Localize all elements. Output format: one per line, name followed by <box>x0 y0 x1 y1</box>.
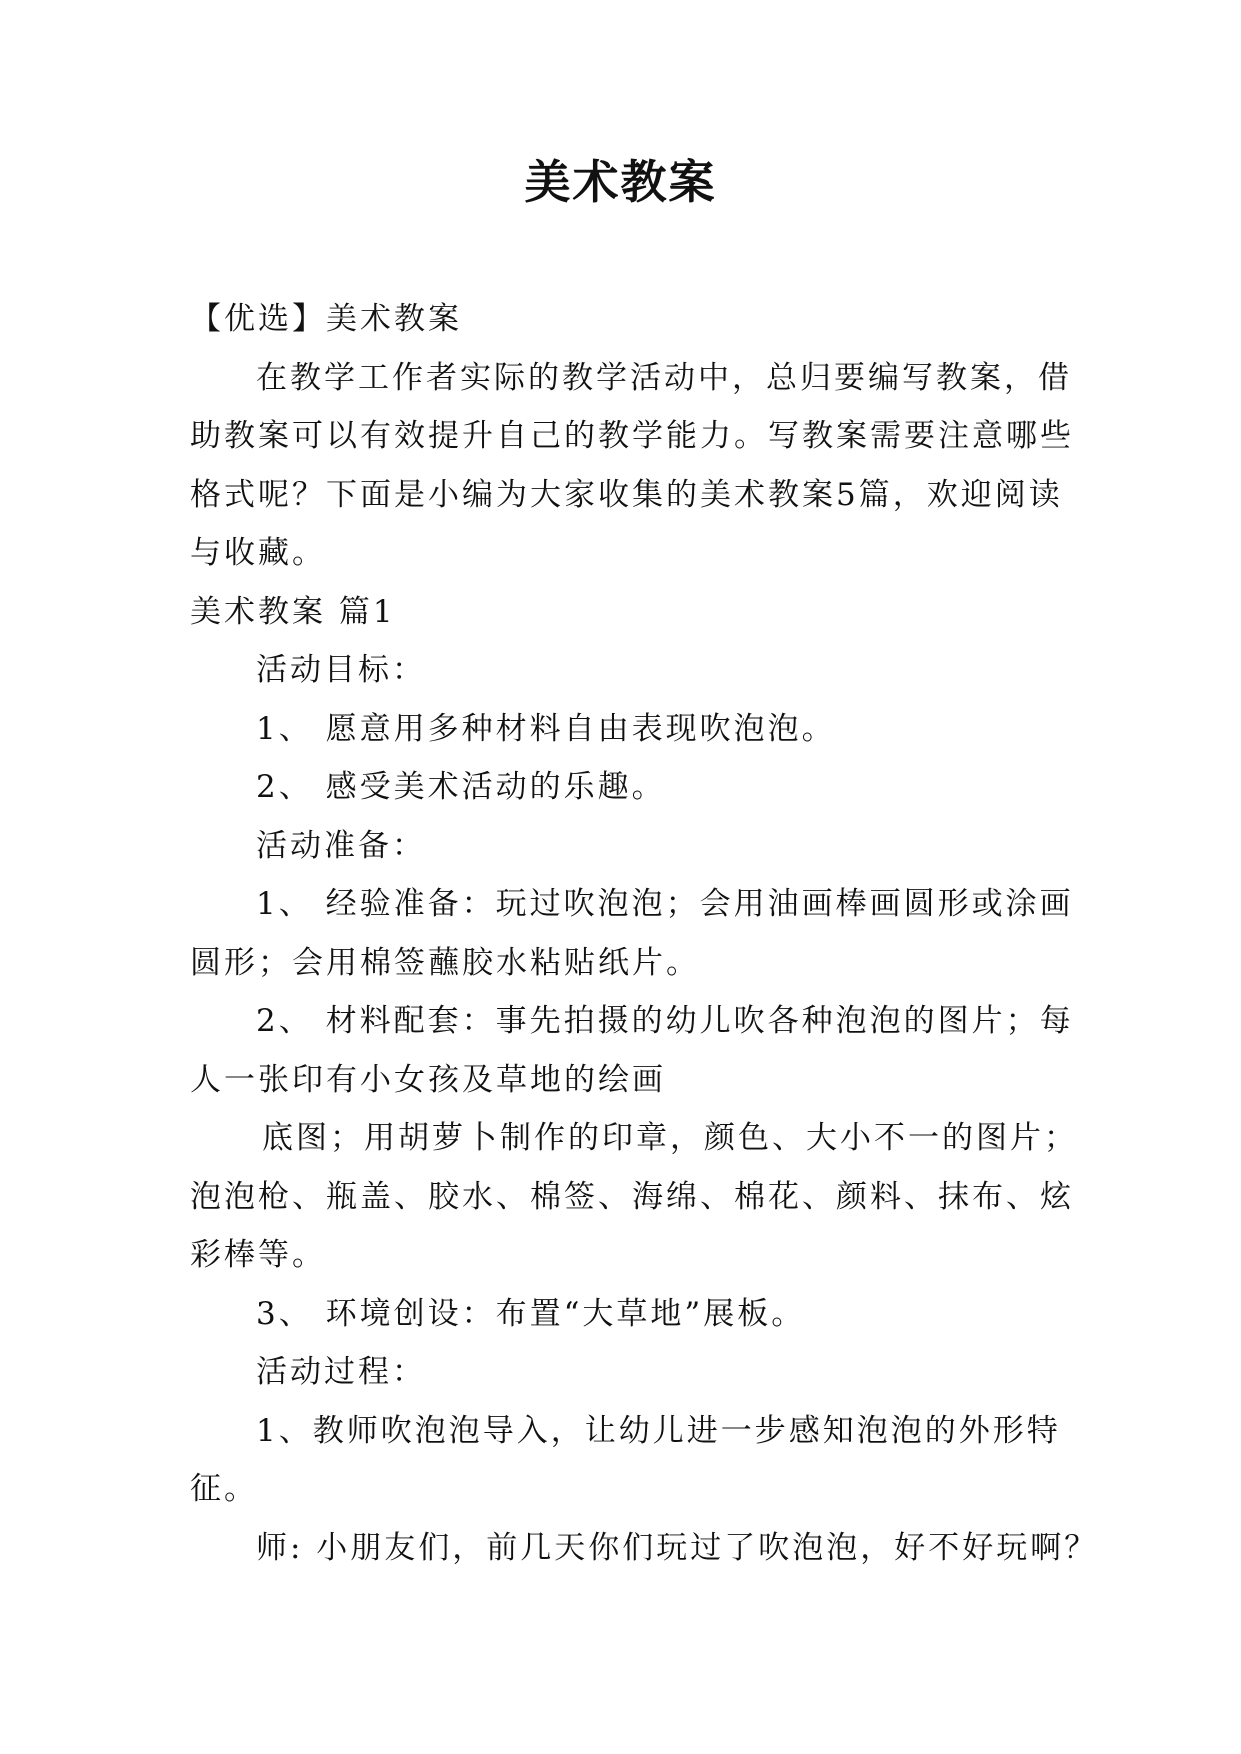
paragraph-line: 彩棒等。 <box>190 1237 326 1273</box>
document-title: 美术教案 <box>524 155 717 209</box>
list-item: 3、 环境创设：布置“大草地”展板。 <box>256 1295 806 1332</box>
subheading-activity-process: 活动过程： <box>256 1354 426 1390</box>
dialogue-line: 师: 小朋友们，前几天你们玩过了吹泡泡，好不好玩啊？ <box>256 1529 1099 1566</box>
paragraph-line: 人一张印有小女孩及草地的绘画 <box>190 1061 666 1098</box>
list-item: 1、 愿意用多种材料自由表现吹泡泡。 <box>256 710 836 747</box>
list-item: 2、 感受美术活动的乐趣。 <box>256 769 666 805</box>
document-body <box>190 290 1099 1577</box>
paragraph-line: 泡泡枪、瓶盖、胶水、棉签、海绵、棉花、颜料、抹布、炫 <box>190 1178 1074 1215</box>
paragraph-line: 征。 <box>190 1471 258 1507</box>
paragraph-line: 与收藏。 <box>190 535 326 571</box>
section-heading: 美术教案 篇1 <box>190 593 396 630</box>
intro-heading: 【优选】美术教案 <box>190 301 462 337</box>
subheading-activity-goals: 活动目标： <box>256 652 426 688</box>
paragraph-line: 圆形；会用棉签蘸胶水粘贴纸片。 <box>190 944 700 981</box>
list-item: 1、教师吹泡泡导入，让幼儿进一步感知泡泡的外形特 <box>256 1412 1061 1449</box>
list-item: 1、 经验准备：玩过吹泡泡；会用油画棒画圆形或涂画 <box>256 886 1074 922</box>
paragraph-line: 在教学工作者实际的教学活动中，总归要编写教案，借 <box>256 359 1072 396</box>
list-item: 2、 材料配套：事先拍摄的幼儿吹各种泡泡的图片；每 <box>256 1003 1074 1039</box>
subheading-activity-preparation: 活动准备： <box>256 827 426 864</box>
paragraph-line: 底图；用胡萝卜制作的印章，颜色、大小不一的图片； <box>262 1120 1078 1156</box>
paragraph-line: 格式呢？下面是小编为大家收集的美术教案5篇，欢迎阅读 <box>190 476 1063 513</box>
paragraph-line: 助教案可以有效提升自己的教学能力。写教案需要注意哪些 <box>190 418 1074 454</box>
